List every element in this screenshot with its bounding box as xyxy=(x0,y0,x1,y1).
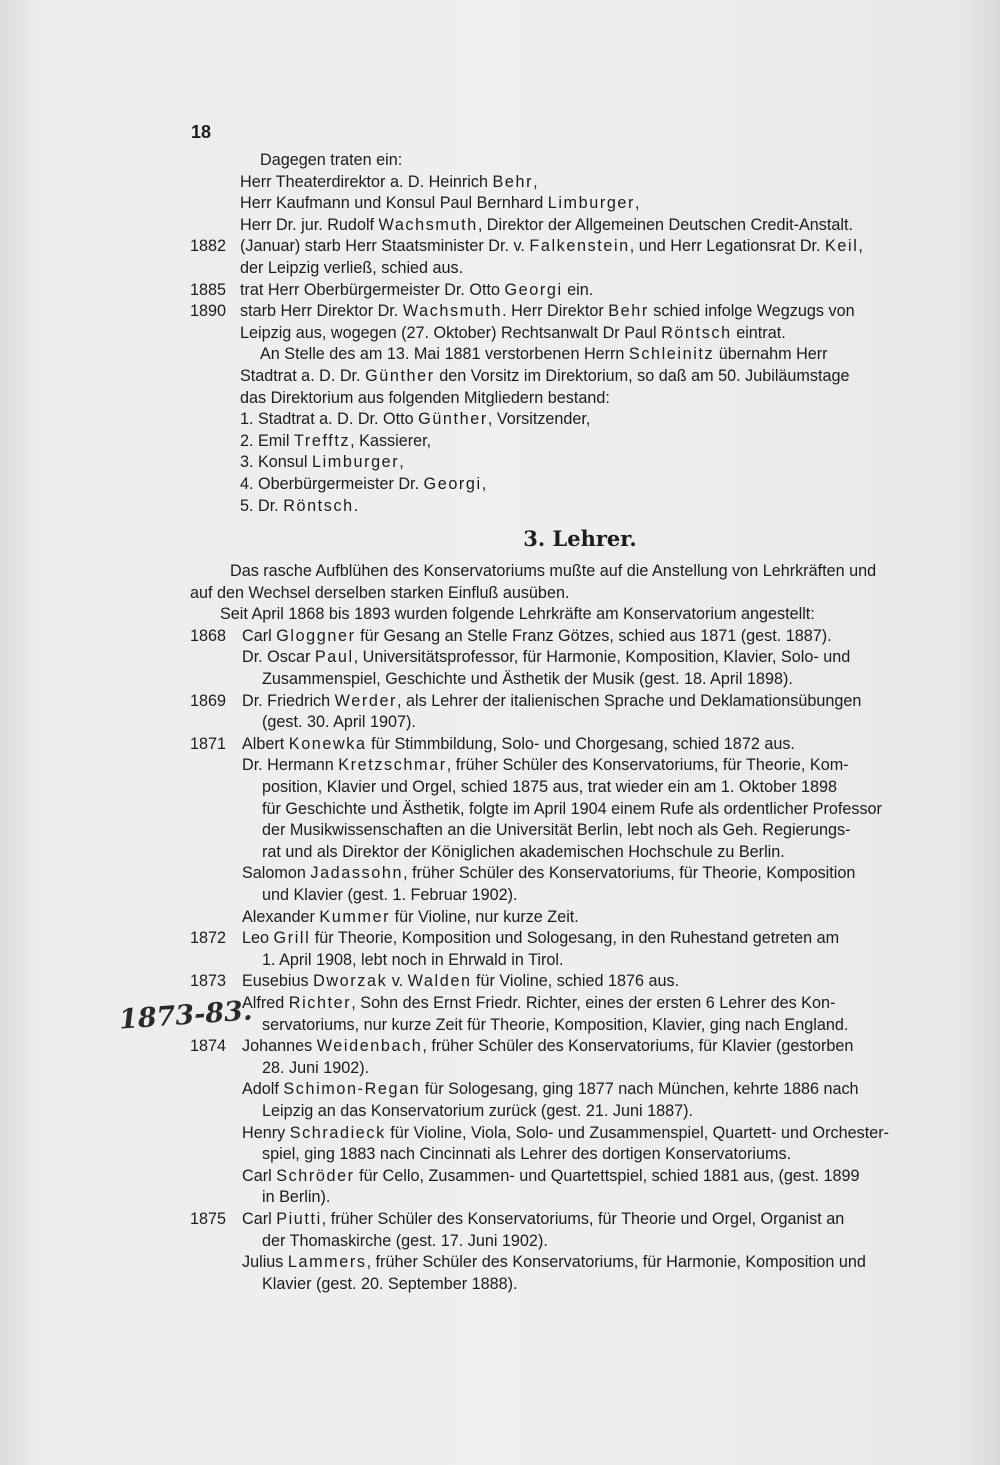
text-run: Carl xyxy=(242,626,277,645)
text-run: 5. Dr. xyxy=(240,496,284,515)
spaced-name: Wachsmuth xyxy=(378,215,478,234)
spaced-name: Falkenstein xyxy=(529,237,630,256)
line-text xyxy=(260,344,828,366)
line-text xyxy=(242,863,855,885)
line-text xyxy=(242,907,579,929)
spaced-name: Schleinitz xyxy=(628,345,715,364)
year-label: 1872 xyxy=(190,929,227,948)
text-line xyxy=(190,258,930,280)
text-run: eintrat. xyxy=(731,323,786,342)
text-run: , früher Schüler des Konservatoriums, für Theorie und Orgel, Organist an xyxy=(321,1209,845,1228)
line-text xyxy=(220,604,815,626)
line-text xyxy=(240,388,610,410)
text-run: starb Herr Direktor Dr. xyxy=(240,302,403,321)
text-run: 2. Emil xyxy=(240,431,294,450)
text-run: Dr. Oscar xyxy=(242,648,315,667)
line-text xyxy=(240,366,850,388)
spaced-name: Limburger xyxy=(312,453,400,472)
text-line xyxy=(190,1231,930,1253)
line-text xyxy=(242,647,850,669)
line-text xyxy=(242,993,835,1015)
year-label: 1890 xyxy=(190,302,227,321)
line-text xyxy=(262,885,518,907)
text-run: der Musikwissenschaften an die Universität Berlin, lebt noch als Geh. Regierungs- xyxy=(262,821,851,840)
text-run: Seit April 1868 bis 1893 wurden folgende Lehrkräfte am Konservatorium angestellt: xyxy=(220,605,815,624)
spaced-name: Grill xyxy=(273,929,311,948)
text-run: für Violine, nur kurze Zeit. xyxy=(390,907,579,926)
text-line xyxy=(190,280,930,302)
spaced-name: Weidenbach xyxy=(316,1037,423,1056)
text-line xyxy=(190,647,930,669)
line-text xyxy=(240,193,640,215)
spaced-name: Schradieck xyxy=(289,1123,386,1142)
line-text xyxy=(240,474,486,496)
line-text xyxy=(240,172,538,194)
line-text xyxy=(242,1252,866,1274)
spaced-name: Keil xyxy=(825,237,859,256)
text-run: v. xyxy=(387,972,408,991)
line-text xyxy=(262,799,882,821)
spaced-name: Lammers xyxy=(287,1253,367,1272)
text-run: übernahm Herr xyxy=(714,345,828,364)
text-line xyxy=(190,193,930,215)
line-text xyxy=(242,1209,844,1231)
text-run: Eusebius xyxy=(242,972,314,991)
text-line xyxy=(190,1036,930,1058)
text-run: servatoriums, nur kurze Zeit für Theorie, Komposition, Klavier, ging nach England. xyxy=(262,1015,849,1034)
spaced-name: Walden xyxy=(407,972,472,991)
year-label: 1873 xyxy=(190,972,227,991)
spaced-name: Georgi xyxy=(504,280,563,299)
text-run: für Cello, Zusammen- und Quartettspiel, schied 1881 aus, (gest. 1899 xyxy=(354,1166,860,1185)
text-run: Das rasche Aufblühen des Konservatoriums mußte auf die Anstellung von Lehrkräften und xyxy=(230,562,877,581)
text-line xyxy=(190,409,930,431)
line-text xyxy=(190,583,569,605)
line-text xyxy=(242,691,861,713)
year-label: 1875 xyxy=(190,1209,227,1228)
text-line xyxy=(190,777,930,799)
line-text xyxy=(242,1123,889,1145)
text-line xyxy=(190,215,930,237)
text-line xyxy=(190,842,930,864)
line-text xyxy=(240,409,590,431)
line-text xyxy=(260,150,402,172)
line-text xyxy=(262,842,785,864)
text-run: 1. Stadtrat a. D. Dr. Otto xyxy=(240,410,419,429)
text-run: , Kassierer, xyxy=(350,431,432,450)
text-line xyxy=(190,604,930,626)
text-run: , Universitätsprofessor, für Harmonie, Komposition, Klavier, Solo- und xyxy=(353,648,851,667)
text-run: der Leipzig verließ, schied aus. xyxy=(240,258,464,277)
line-text xyxy=(240,258,463,280)
line-text xyxy=(242,1036,853,1058)
text-run: Carl xyxy=(242,1166,277,1185)
text-line xyxy=(190,1079,930,1101)
text-run: für Gesang an Stelle Franz Götzes, schied aus 1871 (gest. 1887). xyxy=(355,626,832,645)
text-run: Adolf xyxy=(242,1080,284,1099)
line-text xyxy=(240,323,786,345)
line-text xyxy=(242,928,839,950)
text-line xyxy=(190,344,930,366)
text-line xyxy=(190,474,930,496)
text-run: für Violine, Viola, Solo- und Zusammenspiel, Quartett- und Orchester- xyxy=(385,1123,890,1142)
text-run: auf den Wechsel derselben starken Einfluß ausüben. xyxy=(190,583,570,602)
text-block xyxy=(190,150,930,1295)
text-line xyxy=(190,755,930,777)
line-text xyxy=(240,452,404,474)
spaced-name: Kretzschmar xyxy=(338,756,447,775)
text-run: , xyxy=(481,474,487,493)
spaced-name: Jadassohn xyxy=(310,864,404,883)
year-label: 1869 xyxy=(190,691,227,710)
spaced-name: Behr xyxy=(492,172,534,191)
text-line xyxy=(190,863,930,885)
text-run: Zusammenspiel, Geschichte und Ästhetik der Musik (gest. 18. April 1898). xyxy=(262,670,793,689)
text-run: in Berlin). xyxy=(262,1188,331,1207)
spaced-name: Röntsch xyxy=(283,496,354,515)
line-text xyxy=(242,626,832,648)
text-line xyxy=(190,1166,930,1188)
text-run: Julius xyxy=(242,1253,288,1272)
spaced-name: Wachsmuth xyxy=(402,302,503,321)
text-run: , früher Schüler des Konservatoriums, für Theorie, Komposition xyxy=(403,864,856,883)
line-text xyxy=(262,669,793,691)
spaced-name: Paul xyxy=(314,648,354,667)
text-line xyxy=(190,172,930,194)
text-run: Dr. Hermann xyxy=(242,756,339,775)
text-line xyxy=(190,366,930,388)
text-run: schied infolge Wegzugs von xyxy=(648,302,855,321)
text-run: 3. Konsul xyxy=(240,453,312,472)
line-text xyxy=(240,431,431,453)
spaced-name: Röntsch xyxy=(661,323,732,342)
text-run: (gest. 30. April 1907). xyxy=(262,713,416,732)
text-line xyxy=(190,1123,930,1145)
text-line xyxy=(190,561,930,583)
text-run: . xyxy=(353,496,359,515)
text-run: spiel, ging 1883 nach Cincinnati als Lehrer des dortigen Konservatoriums. xyxy=(262,1145,792,1164)
text-run: ein. xyxy=(562,280,594,299)
spaced-name: Dworzak xyxy=(313,972,388,991)
text-line xyxy=(190,1209,930,1231)
line-text xyxy=(240,236,863,258)
text-run: für Violine, schied 1876 aus. xyxy=(471,972,680,991)
text-run: , früher Schüler des Konservatoriums, für Klavier (gestorben xyxy=(422,1037,854,1056)
text-line xyxy=(190,1144,930,1166)
line-text xyxy=(240,301,855,323)
directorium-section xyxy=(190,150,930,517)
handwritten-margin-note: 1873-83. xyxy=(118,995,254,1036)
text-run: Alexander xyxy=(242,907,320,926)
text-line xyxy=(190,236,930,258)
text-run: trat Herr Oberbürgermeister Dr. Otto xyxy=(240,280,505,299)
spaced-name: Behr xyxy=(608,302,649,321)
text-line xyxy=(190,323,930,345)
spaced-name: Günther xyxy=(365,366,435,385)
line-text xyxy=(240,496,358,518)
text-line xyxy=(190,734,930,756)
text-run: der Thomaskirche (gest. 17. Juni 1902). xyxy=(262,1231,548,1250)
text-run: Herr Theaterdirektor a. D. Heinrich xyxy=(240,172,493,191)
text-run: , Vorsitzender, xyxy=(487,410,591,429)
line-text xyxy=(242,971,679,993)
text-run: Salomon xyxy=(242,864,311,883)
text-run: Johannes xyxy=(242,1037,317,1056)
line-text xyxy=(262,1144,791,1166)
page-number: 18 xyxy=(191,122,212,142)
text-run: (Januar) starb Herr Staatsminister Dr. v. xyxy=(240,237,530,256)
text-run: , xyxy=(635,194,640,213)
text-line xyxy=(190,583,930,605)
spaced-name: Trefftz xyxy=(293,431,351,450)
text-run: Leo xyxy=(242,929,274,948)
text-line xyxy=(190,1187,930,1209)
text-line xyxy=(190,950,930,972)
line-text xyxy=(262,1015,848,1037)
spaced-name: Günther xyxy=(418,410,488,429)
text-line xyxy=(190,971,930,993)
text-line xyxy=(190,1252,930,1274)
text-run: , xyxy=(858,237,863,256)
text-line xyxy=(190,431,930,453)
text-run: An Stelle des am 13. Mai 1881 verstorbenen Herrn xyxy=(260,345,629,364)
text-line xyxy=(190,388,930,410)
text-run: 28. Juni 1902). xyxy=(262,1058,370,1077)
text-run: das Direktorium aus folgenden Mitgliedern bestand: xyxy=(240,388,610,407)
text-run: Henry xyxy=(242,1123,290,1142)
text-line xyxy=(190,626,930,648)
line-text xyxy=(242,755,849,777)
section-heading: 3. Lehrer. xyxy=(523,526,637,552)
line-text xyxy=(262,1231,548,1253)
text-run: den Vorsitz im Direktorium, so daß am 50. Jubiläumstage xyxy=(434,366,850,385)
text-line xyxy=(190,452,930,474)
text-line xyxy=(190,669,930,691)
text-run: 4. Oberbürgermeister Dr. xyxy=(240,474,424,493)
text-line xyxy=(190,928,930,950)
text-run: , früher Schüler des Konservatoriums, für Harmonie, Komposition und xyxy=(366,1253,866,1272)
text-line xyxy=(190,712,930,734)
text-run: Dagegen traten ein: xyxy=(260,151,403,169)
text-line xyxy=(190,691,930,713)
line-text xyxy=(240,215,853,237)
year-label: 1871 xyxy=(190,734,227,753)
text-line xyxy=(190,1058,930,1080)
spaced-name: Werder xyxy=(334,691,398,710)
text-run: Klavier (gest. 20. September 1888). xyxy=(262,1274,518,1293)
line-text xyxy=(242,1166,859,1188)
spaced-name: Richter xyxy=(288,993,352,1012)
text-line xyxy=(190,496,930,518)
spaced-name: Gloggner xyxy=(276,626,356,645)
text-line xyxy=(190,885,930,907)
text-run: für Theorie, Komposition und Sologesang, in den Ruhestand getreten am xyxy=(310,929,840,948)
spaced-name: Limburger xyxy=(547,194,636,213)
text-run: rat und als Direktor der Königlichen akademischen Hochschule zu Berlin. xyxy=(262,842,785,861)
line-text xyxy=(262,1274,518,1296)
text-run: Albert xyxy=(242,734,289,753)
line-text xyxy=(262,777,837,799)
text-run: . Herr Direktor xyxy=(502,302,609,321)
line-text xyxy=(262,950,563,972)
text-run: Herr Dr. jur. Rudolf xyxy=(240,215,379,234)
text-run: Carl xyxy=(242,1209,277,1228)
year-label: 1874 xyxy=(190,1037,227,1056)
text-run: , Direktor der Allgemeinen Deutschen Credit-Anstalt. xyxy=(477,215,853,234)
text-line xyxy=(190,150,930,172)
line-text xyxy=(240,280,593,302)
text-line xyxy=(190,993,930,1015)
text-run: Leipzig an das Konservatorium zurück (gest. 21. Juni 1887). xyxy=(262,1101,694,1120)
spaced-name: Schröder xyxy=(276,1166,355,1185)
text-line xyxy=(190,1274,930,1296)
line-text xyxy=(262,1058,369,1080)
text-run: , und Herr Legationsrat Dr. xyxy=(629,237,825,256)
text-run: Herr Kaufmann und Konsul Paul Bernhard xyxy=(240,194,548,213)
text-line xyxy=(190,301,930,323)
spaced-name: Kummer xyxy=(319,907,391,926)
text-run: Leipzig aus, wogegen (27. Oktober) Rechtsanwalt Dr Paul xyxy=(240,323,662,342)
spaced-name: Schimon-Regan xyxy=(283,1080,421,1099)
text-line xyxy=(190,1101,930,1123)
line-text xyxy=(242,734,795,756)
year-label: 1882 xyxy=(190,237,227,256)
text-line xyxy=(190,799,930,821)
year-label: 1885 xyxy=(190,280,227,299)
line-text xyxy=(242,1079,859,1101)
text-run: , Sohn des Ernst Friedr. Richter, eines der ersten 6 Lehrer des Kon- xyxy=(351,993,836,1012)
text-run: für Geschichte und Ästhetik, folgte im April 1904 einem Rufe als ordentlicher Professor xyxy=(262,799,882,818)
text-run: für Sologesang, ging 1877 nach München, kehrte 1886 nach xyxy=(420,1080,859,1099)
spaced-name: Georgi xyxy=(423,474,482,493)
text-run: Dr. Friedrich xyxy=(242,691,335,710)
text-line xyxy=(190,907,930,929)
teachers-section xyxy=(190,561,930,1295)
line-text xyxy=(262,1101,693,1123)
text-run: 1. April 1908, lebt noch in Ehrwald in Tirol. xyxy=(262,950,564,969)
text-run: position, Klavier und Orgel, schied 1875 aus, trat wieder ein am 1. Oktober 1898 xyxy=(262,778,837,797)
text-run: und Klavier (gest. 1. Februar 1902). xyxy=(262,886,518,904)
year-label: 1868 xyxy=(190,626,227,645)
line-text xyxy=(262,1187,330,1209)
text-run: , xyxy=(533,172,538,191)
spaced-name: Piutti xyxy=(276,1209,322,1228)
text-run: , früher Schüler des Konservatoriums, für Theorie, Kom- xyxy=(446,756,849,775)
spaced-name: Konewka xyxy=(288,734,367,753)
text-run: Stadtrat a. D. Dr. xyxy=(240,366,366,385)
text-run: für Stimmbildung, Solo- und Chorgesang, schied 1872 aus. xyxy=(366,734,795,753)
text-run: , als Lehrer der italienischen Sprache und Deklamationsübungen xyxy=(397,691,862,710)
line-text xyxy=(262,712,416,734)
text-run: Alfred xyxy=(242,993,289,1012)
text-run: , xyxy=(399,453,404,472)
text-line xyxy=(190,820,930,842)
line-text xyxy=(230,561,876,583)
line-text xyxy=(262,820,850,842)
text-line xyxy=(190,1015,930,1037)
